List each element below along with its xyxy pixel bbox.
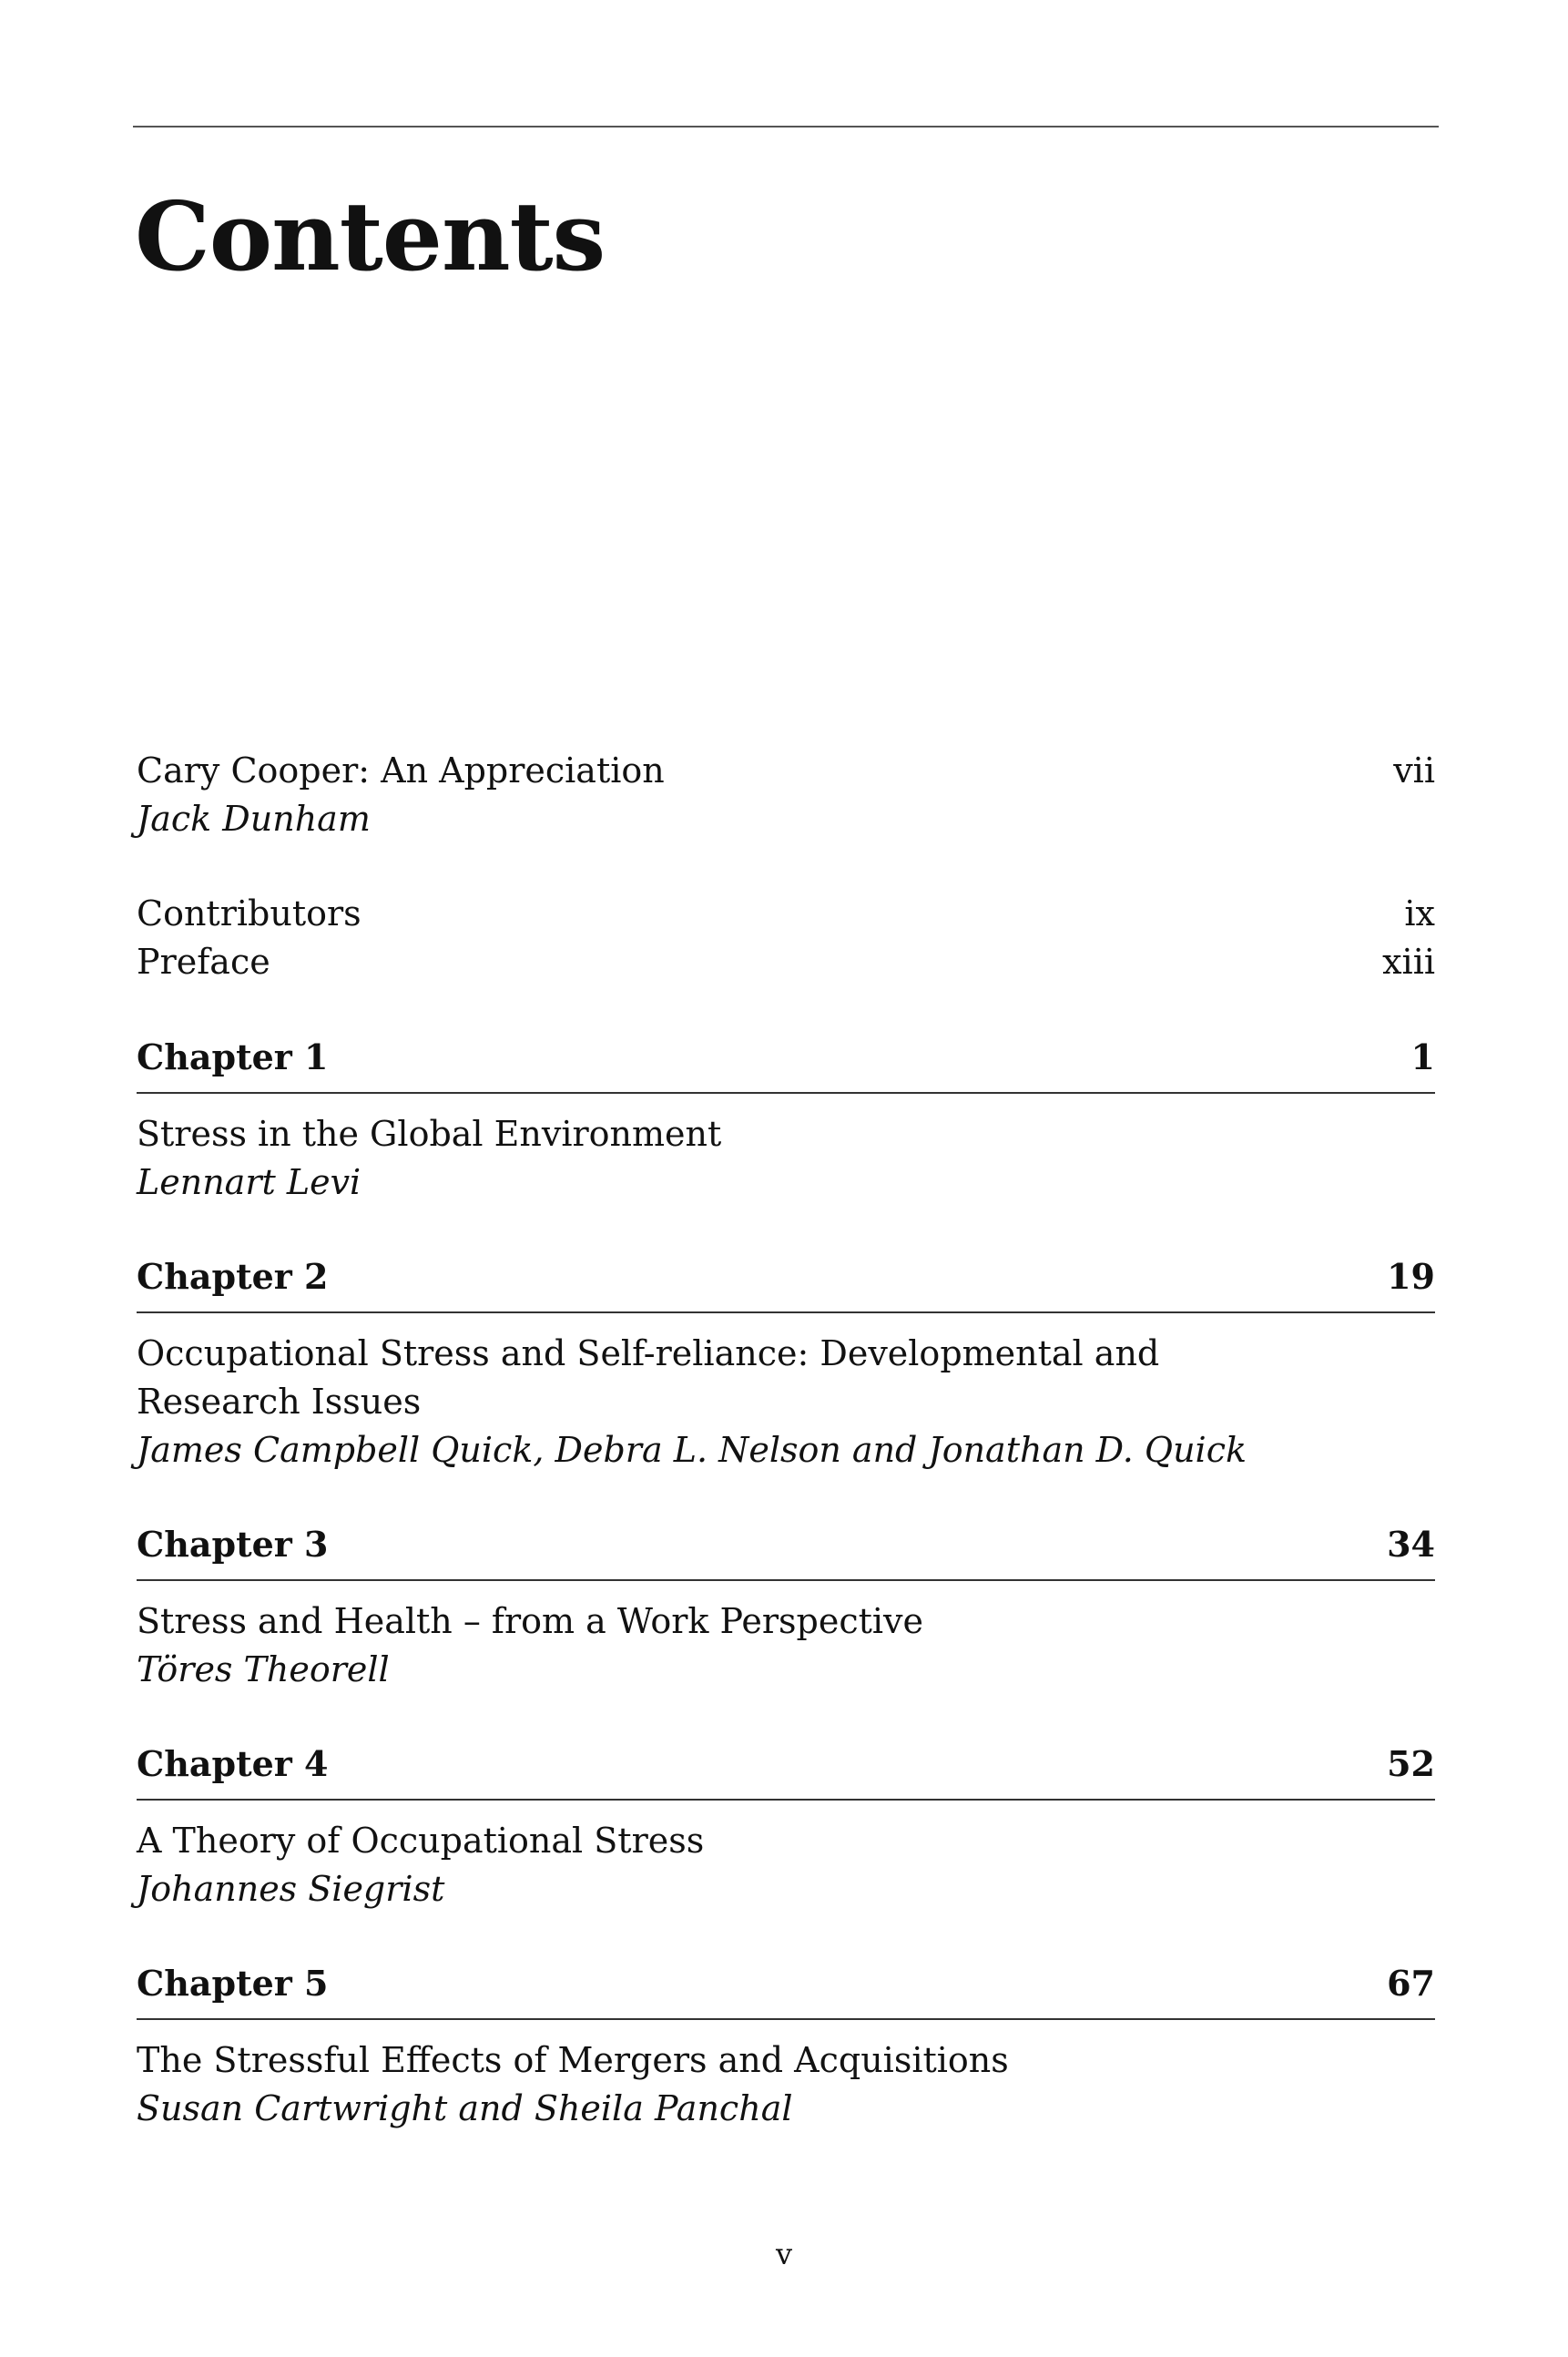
toc-chapter-5[interactable] xyxy=(137,1959,1435,2133)
chapter-authors: Lennart Levi xyxy=(137,1162,361,1202)
chapter-label: Chapter 2 xyxy=(137,1256,329,1297)
toc-entry-contributors[interactable] xyxy=(137,890,1435,938)
page-title: Contents xyxy=(135,180,606,292)
top-rule xyxy=(133,126,1439,128)
chapter-title: Occupational Stress and Self-reliance: Developmental and xyxy=(137,1333,1160,1373)
chapter-label: Chapter 1 xyxy=(137,1036,329,1077)
toc-entry-page: ix xyxy=(1404,893,1435,934)
page-number: v xyxy=(775,2237,793,2271)
chapter-title: Stress in the Global Environment xyxy=(137,1114,722,1154)
toc-entry-preface[interactable] xyxy=(137,938,1435,986)
chapter-heading xyxy=(137,1740,1435,1801)
chapter-page: 34 xyxy=(1387,1524,1435,1565)
toc-entry-appreciation[interactable] xyxy=(137,747,1435,843)
chapter-title-continued: Research Issues xyxy=(137,1382,422,1422)
chapter-title: The Stressful Effects of Mergers and Acquisitions xyxy=(137,2040,1009,2080)
chapter-page: 52 xyxy=(1387,1743,1435,1784)
chapter-heading xyxy=(137,1252,1435,1313)
chapter-authors: Susan Cartwright and Sheila Panchal xyxy=(137,2088,793,2128)
chapter-label: Chapter 3 xyxy=(137,1524,329,1565)
chapter-page: 67 xyxy=(1387,1963,1435,2004)
chapter-page: 1 xyxy=(1410,1036,1435,1077)
chapter-title: Stress and Health – from a Work Perspective xyxy=(137,1601,923,1641)
table-of-contents xyxy=(137,747,1435,2133)
chapter-authors: Töres Theorell xyxy=(137,1649,390,1689)
toc-entry-title: Cary Cooper: An Appreciation xyxy=(137,750,665,791)
chapter-label: Chapter 5 xyxy=(137,1963,329,2004)
toc-entry-page: vii xyxy=(1393,750,1435,791)
chapter-authors: James Campbell Quick, Debra L. Nelson and Jonathan D. Quick xyxy=(137,1430,1247,1470)
toc-entry-title: Contributors xyxy=(137,893,361,934)
toc-chapter-1[interactable] xyxy=(137,1033,1435,1207)
toc-entry-author: Jack Dunham xyxy=(137,799,371,839)
toc-chapter-3[interactable] xyxy=(137,1520,1435,1694)
toc-entry-title: Preface xyxy=(137,942,270,982)
chapter-heading xyxy=(137,1520,1435,1581)
chapter-authors: Johannes Siegrist xyxy=(137,1869,445,1909)
toc-chapter-2[interactable] xyxy=(137,1252,1435,1474)
chapter-page: 19 xyxy=(1387,1256,1435,1297)
chapter-title: A Theory of Occupational Stress xyxy=(137,1821,705,1861)
chapter-heading xyxy=(137,1033,1435,1094)
chapter-heading xyxy=(137,1959,1435,2020)
chapter-label: Chapter 4 xyxy=(137,1743,329,1784)
toc-entry-page: xiii xyxy=(1382,942,1435,982)
toc-chapter-4[interactable] xyxy=(137,1740,1435,1913)
